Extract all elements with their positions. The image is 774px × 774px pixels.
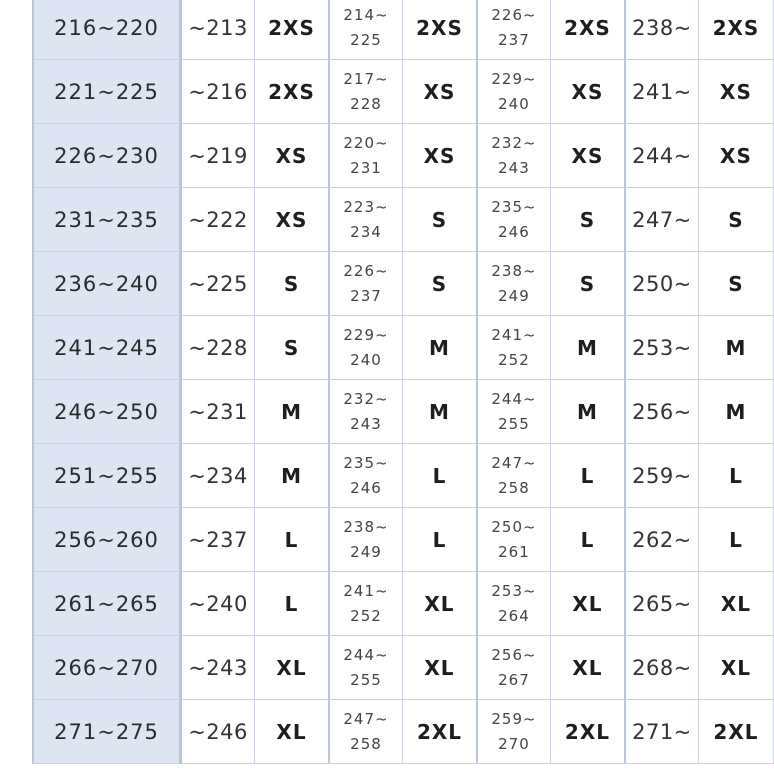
brand1-size: L [255,572,330,636]
brand2-measurement [330,124,403,188]
brand3-measurement-to: 261 [498,542,530,561]
brand1-measurement: ~231 [182,380,255,444]
brand3-measurement-to: 270 [498,734,530,753]
brand3-measurement-from: 226~ [491,5,537,24]
brand2-measurement-from: 244~ [343,645,389,664]
brand3-measurement-from: 238~ [491,261,537,280]
brand4-measurement: 265~ [626,572,699,636]
brand2-size: L [403,444,478,508]
brand1-measurement: ~222 [182,188,255,252]
brand1-size: 2XS [255,0,330,60]
brand3-measurement-from: 244~ [491,389,537,408]
brand4-size: S [699,188,774,252]
table-row [32,60,774,124]
table-row [32,316,774,380]
brand3-measurement-to: 255 [498,414,530,433]
brand4-measurement: 256~ [626,380,699,444]
brand4-measurement: 253~ [626,316,699,380]
brand2-measurement-to: 234 [350,222,382,241]
foot-length-range: 226~230 [32,124,182,188]
brand3-measurement [478,636,551,700]
brand2-measurement [330,188,403,252]
brand2-measurement-to: 237 [350,286,382,305]
brand2-size: 2XL [403,700,478,764]
brand2-size: S [403,188,478,252]
brand1-size: M [255,380,330,444]
table-row [32,188,774,252]
brand2-measurement [330,380,403,444]
brand3-size: XS [551,60,626,124]
foot-length-range: 261~265 [32,572,182,636]
brand4-measurement: 259~ [626,444,699,508]
size-conversion-table [32,0,774,764]
brand1-measurement: ~243 [182,636,255,700]
table-row [32,0,774,60]
brand2-measurement-from: 235~ [343,453,389,472]
brand2-measurement-to: 243 [350,414,382,433]
brand2-measurement [330,636,403,700]
brand1-measurement: ~246 [182,700,255,764]
brand1-size: S [255,316,330,380]
brand3-measurement-to: 240 [498,94,530,113]
brand4-size: M [699,316,774,380]
brand2-size: XS [403,124,478,188]
brand2-measurement-to: 249 [350,542,382,561]
brand2-size: L [403,508,478,572]
brand3-measurement-to: 246 [498,222,530,241]
brand2-measurement-from: 226~ [343,261,389,280]
brand1-size: 2XS [255,60,330,124]
brand3-measurement [478,252,551,316]
brand2-measurement-from: 247~ [343,709,389,728]
brand2-measurement-from: 232~ [343,389,389,408]
brand2-measurement [330,252,403,316]
table-row [32,252,774,316]
brand3-size: S [551,188,626,252]
brand3-measurement-to: 252 [498,350,530,369]
brand3-size: S [551,252,626,316]
brand2-size: XL [403,636,478,700]
table-row [32,508,774,572]
brand2-measurement-to: 225 [350,30,382,49]
brand2-size: XS [403,60,478,124]
brand2-measurement [330,572,403,636]
brand2-measurement-from: 229~ [343,325,389,344]
brand3-size: XS [551,124,626,188]
brand2-size: 2XS [403,0,478,60]
brand2-measurement-from: 220~ [343,133,389,152]
brand2-measurement-to: 258 [350,734,382,753]
brand3-measurement-from: 235~ [491,197,537,216]
brand2-measurement [330,444,403,508]
brand4-size: M [699,380,774,444]
brand4-size: XS [699,60,774,124]
foot-length-range: 256~260 [32,508,182,572]
brand1-size: XL [255,636,330,700]
brand1-measurement: ~237 [182,508,255,572]
brand3-size: L [551,444,626,508]
brand4-size: XS [699,124,774,188]
brand1-measurement: ~219 [182,124,255,188]
brand3-measurement [478,572,551,636]
brand4-measurement: 250~ [626,252,699,316]
brand4-size: 2XS [699,0,774,60]
brand3-measurement-to: 243 [498,158,530,177]
brand3-measurement-from: 241~ [491,325,537,344]
brand2-measurement-from: 217~ [343,69,389,88]
brand4-size: XL [699,636,774,700]
brand2-measurement-to: 252 [350,606,382,625]
foot-length-range: 246~250 [32,380,182,444]
table-row [32,636,774,700]
foot-length-range: 251~255 [32,444,182,508]
brand3-measurement-from: 259~ [491,709,537,728]
brand2-measurement-from: 241~ [343,581,389,600]
brand3-measurement-from: 229~ [491,69,537,88]
brand2-measurement-to: 246 [350,478,382,497]
foot-length-range: 236~240 [32,252,182,316]
brand3-measurement [478,60,551,124]
brand3-measurement-from: 232~ [491,133,537,152]
brand1-measurement: ~240 [182,572,255,636]
brand3-measurement-to: 237 [498,30,530,49]
brand4-measurement: 268~ [626,636,699,700]
brand4-size: 2XL [699,700,774,764]
brand1-measurement: ~225 [182,252,255,316]
brand3-size: 2XL [551,700,626,764]
brand2-measurement-to: 231 [350,158,382,177]
brand2-size: S [403,252,478,316]
brand2-measurement [330,508,403,572]
brand1-measurement: ~213 [182,0,255,60]
brand3-measurement [478,124,551,188]
brand2-measurement-to: 228 [350,94,382,113]
brand2-measurement [330,60,403,124]
brand2-size: M [403,316,478,380]
brand3-measurement [478,380,551,444]
brand3-measurement-to: 264 [498,606,530,625]
brand3-size: M [551,380,626,444]
brand3-measurement-to: 267 [498,670,530,689]
brand2-measurement [330,700,403,764]
brand1-measurement: ~216 [182,60,255,124]
brand1-size: S [255,252,330,316]
brand2-measurement-from: 214~ [343,5,389,24]
brand2-size: XL [403,572,478,636]
brand4-measurement: 244~ [626,124,699,188]
foot-length-range: 216~220 [32,0,182,60]
brand3-size: 2XS [551,0,626,60]
brand3-measurement-to: 249 [498,286,530,305]
brand3-measurement [478,0,551,60]
table-row [32,380,774,444]
brand1-size: M [255,444,330,508]
brand4-measurement: 262~ [626,508,699,572]
table-row [32,700,774,764]
table-row [32,124,774,188]
brand2-size: M [403,380,478,444]
brand1-measurement: ~234 [182,444,255,508]
brand3-measurement-from: 256~ [491,645,537,664]
brand4-measurement: 247~ [626,188,699,252]
table-row [32,572,774,636]
brand3-size: XL [551,572,626,636]
brand3-measurement [478,444,551,508]
brand4-measurement: 238~ [626,0,699,60]
brand3-measurement [478,316,551,380]
table-row [32,444,774,508]
brand1-measurement: ~228 [182,316,255,380]
brand4-measurement: 241~ [626,60,699,124]
brand4-size: XL [699,572,774,636]
brand3-measurement [478,508,551,572]
brand3-measurement-from: 247~ [491,453,537,472]
brand2-measurement-to: 255 [350,670,382,689]
brand2-measurement-to: 240 [350,350,382,369]
brand4-size: L [699,508,774,572]
brand3-measurement-to: 258 [498,478,530,497]
brand2-measurement [330,316,403,380]
foot-length-range: 231~235 [32,188,182,252]
size-table-body [32,0,774,764]
brand3-measurement [478,700,551,764]
brand2-measurement [330,0,403,60]
brand3-size: XL [551,636,626,700]
brand1-size: XS [255,188,330,252]
foot-length-range: 271~275 [32,700,182,764]
brand1-size: L [255,508,330,572]
brand4-size: L [699,444,774,508]
brand3-size: M [551,316,626,380]
brand4-size: S [699,252,774,316]
foot-length-range: 266~270 [32,636,182,700]
brand2-measurement-from: 238~ [343,517,389,536]
brand1-size: XL [255,700,330,764]
brand3-measurement [478,188,551,252]
brand1-size: XS [255,124,330,188]
brand4-measurement: 271~ [626,700,699,764]
brand2-measurement-from: 223~ [343,197,389,216]
foot-length-range: 241~245 [32,316,182,380]
brand3-size: L [551,508,626,572]
foot-length-range: 221~225 [32,60,182,124]
brand3-measurement-from: 253~ [491,581,537,600]
brand3-measurement-from: 250~ [491,517,537,536]
